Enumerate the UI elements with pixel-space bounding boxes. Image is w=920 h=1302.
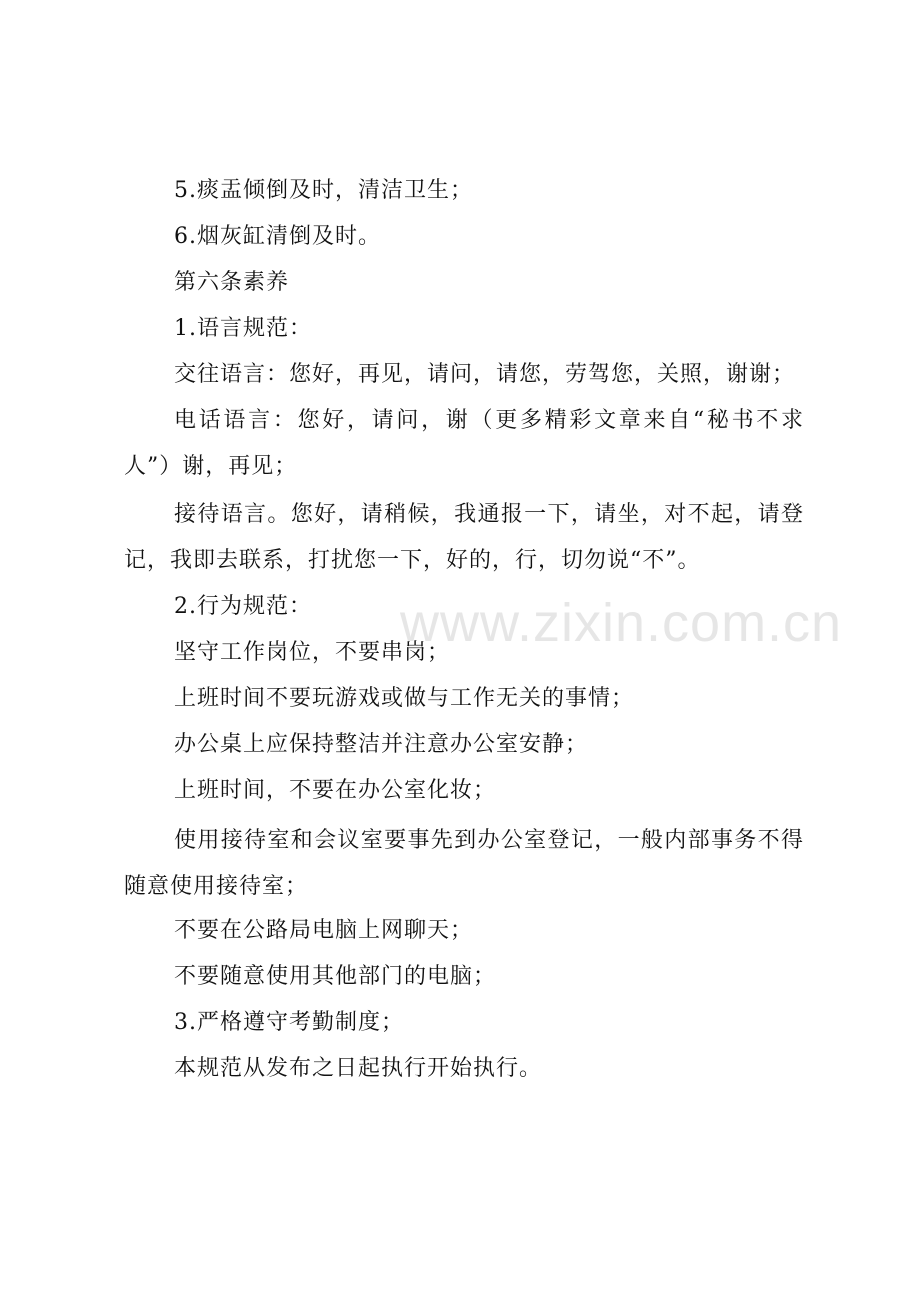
subheading-language-norms: 1.语言规范： bbox=[174, 316, 312, 341]
paragraph-no-chat: 不要在公路局电脑上网聊天； bbox=[174, 918, 474, 943]
paragraph-social-language: 交往语言：您好，再见，请问，请您，劳驾您，关照，谢谢； bbox=[174, 362, 796, 387]
paragraph-no-makeup: 上班时间，不要在办公室化妆； bbox=[174, 778, 497, 803]
paragraph-other-computers: 不要随意使用其他部门的电脑； bbox=[174, 964, 497, 989]
paragraph-meeting-room-use: 使用接待室和会议室要事先到办公室登记，一般内部事务不得随意使用接待室； bbox=[124, 828, 804, 899]
paragraph-reception-language: 接待语言。您好，请稍候，我通报一下，请坐，对不起，请登记，我即去联系，打扰您一下，好的，行，切勿说“不”。 bbox=[124, 502, 804, 573]
paragraph-ashtray: 6.烟灰缸清倒及时。 bbox=[174, 224, 381, 249]
paragraph-spittoon: 5.痰盂倾倒及时，清洁卫生； bbox=[174, 178, 473, 203]
subheading-attendance: 3.严格遵守考勤制度； bbox=[174, 1010, 404, 1035]
paragraph-tidy-desk: 办公桌上应保持整洁并注意办公室安静； bbox=[174, 732, 589, 757]
section-heading-article-six: 第六条素养 bbox=[174, 270, 290, 295]
paragraph-no-games: 上班时间不要玩游戏或做与工作无关的事情； bbox=[174, 686, 635, 711]
watermark-text: www.zixin.com.cn bbox=[400, 593, 843, 653]
subheading-behavior-norms: 2.行为规范： bbox=[174, 594, 312, 619]
paragraph-phone-language: 电话语言：您好，请问，谢（更多精彩文章来自“秘书不求人”）谢，再见； bbox=[124, 408, 804, 479]
paragraph-effective-date: 本规范从发布之日起执行开始执行。 bbox=[174, 1056, 543, 1081]
paragraph-stay-at-post: 坚守工作岗位，不要串岗； bbox=[174, 640, 451, 665]
